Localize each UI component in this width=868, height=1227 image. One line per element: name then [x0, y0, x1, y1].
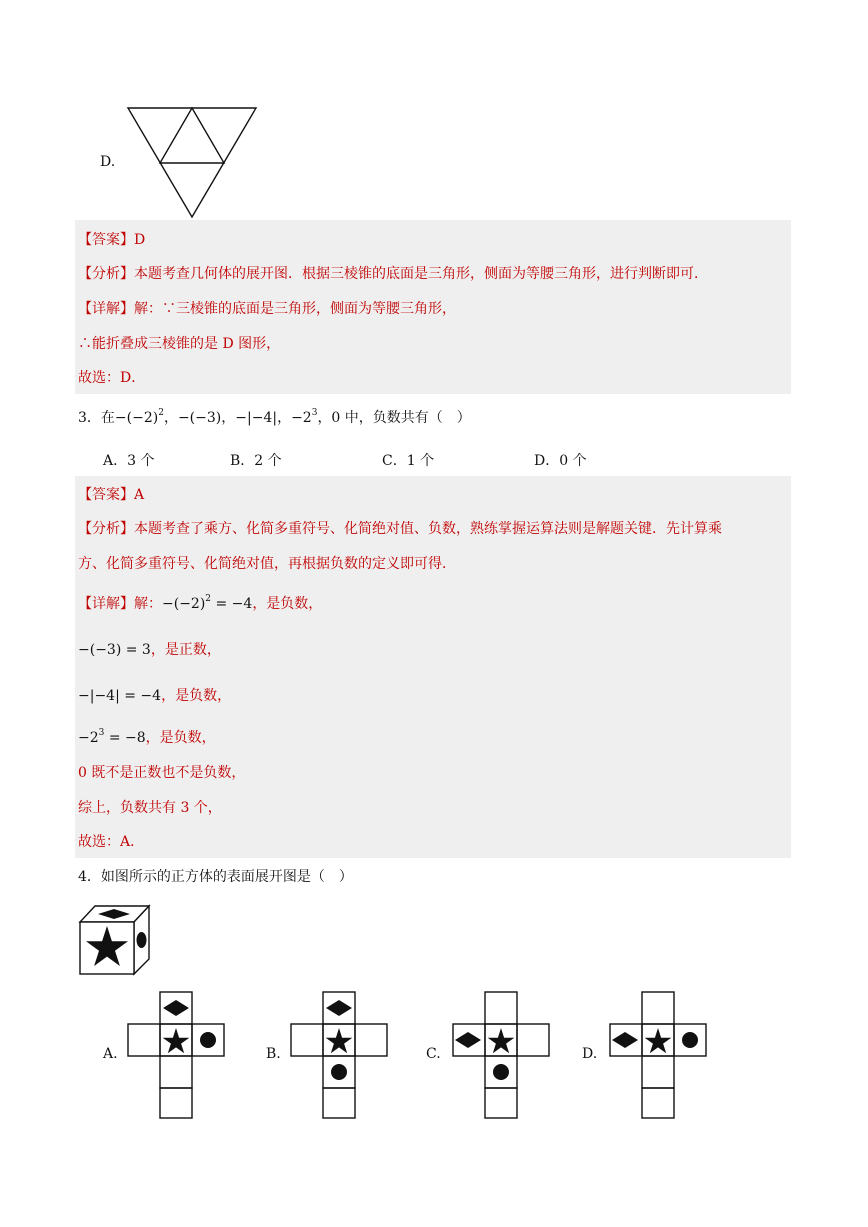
summary-q3: 综上，负数共有 3 个， — [78, 800, 222, 816]
q3-suffix: ，0 中，负数共有（ ） — [317, 410, 471, 426]
step1-note: ，是负数， — [252, 596, 323, 612]
analysis-tag: 【分析】 — [78, 266, 134, 282]
analysis-tag: 【分析】 — [78, 521, 134, 537]
star-icon — [163, 1028, 190, 1053]
analysis-line-q2 — [78, 264, 708, 284]
step4-expr: $-2^3 = -8$ — [78, 728, 146, 746]
q3-sep2: ， — [221, 410, 236, 426]
star-icon — [488, 1028, 515, 1053]
answer-line-q3 — [78, 485, 144, 505]
detail-tag: 【详解】 — [78, 596, 134, 612]
detail-text: 解：∵三棱锥的底面是三角形，侧面为等腰三角形， — [134, 301, 456, 317]
analysis-line1-q3 — [78, 519, 722, 539]
answer-tag: 【答案】 — [78, 487, 134, 503]
detail-step1-q3 — [78, 594, 322, 614]
circle-icon — [331, 1064, 347, 1080]
q3-option-c: C．1 个 — [382, 453, 435, 469]
q3-expr1: $-(-2)^2$ — [114, 408, 164, 426]
question-3 — [78, 408, 471, 428]
detail-line2-q2: ∴能折叠成三棱锥的是 D 图形， — [78, 336, 281, 352]
q3-expr2: −(−3) — [177, 410, 222, 426]
q3-option-a: A．3 个 — [103, 453, 155, 469]
diamond-icon — [455, 1032, 481, 1048]
option-d-label: D. — [100, 154, 116, 170]
detail-step4-q3 — [78, 728, 216, 748]
step2-note: ，是正数， — [150, 642, 221, 658]
q3-sep1: ， — [163, 410, 178, 426]
q4-option-d-label: D. — [582, 1046, 598, 1062]
answer-tag: 【答案】 — [78, 232, 134, 248]
analysis-line2-q3: 方、化简多重符号、化简绝对值，再根据负数的定义即可得． — [78, 556, 456, 572]
q3-option-b: B．2 个 — [230, 453, 282, 469]
analysis-text: 本题考查了乘方、化简多重符号、化简绝对值、负数，熟练掌握运算法则是解题关键．先计算乘 — [134, 521, 722, 537]
detail-tag: 【详解】 — [78, 301, 134, 317]
answer-value: D — [134, 232, 146, 248]
diamond-icon — [612, 1032, 638, 1048]
diamond-icon — [163, 1000, 189, 1016]
step3-expr: −|−4| = −4 — [78, 688, 162, 704]
q4-net-a — [126, 991, 226, 1119]
step3-note: ，是负数， — [161, 688, 232, 704]
conclusion-q2: 故选：D． — [78, 370, 146, 386]
q4-option-c-label: C. — [426, 1046, 441, 1062]
answer-line-q2 — [78, 230, 145, 250]
conclusion-q3: 故选：A． — [78, 834, 145, 850]
step2-expr: −(−3) = 3 — [78, 642, 151, 658]
cube-figure — [78, 904, 152, 976]
detail-step2-q3 — [78, 640, 221, 660]
detail-line-q2 — [78, 299, 456, 319]
star-icon — [326, 1028, 353, 1053]
detail-intro: 解： — [134, 596, 162, 612]
question-4: 4．如图所示的正方体的表面展开图是（ ） — [78, 869, 353, 885]
q4-option-b-label: B. — [266, 1046, 281, 1062]
q3-prefix: 3．在 — [78, 410, 115, 426]
detail-step3-q3 — [78, 686, 231, 706]
cube-side-circle-icon — [137, 932, 147, 948]
q3-expr4: $-2^3$ — [291, 408, 318, 426]
q3-expr3: −|−4| — [235, 410, 278, 426]
star-icon — [645, 1028, 672, 1053]
q4-net-b — [289, 991, 389, 1119]
circle-icon — [200, 1032, 216, 1048]
q3-sep3: ， — [277, 410, 292, 426]
detail-step5-q3: 0 既不是正数也不是负数， — [78, 765, 246, 781]
diamond-icon — [326, 1000, 352, 1016]
q3-option-d: D．0 个 — [534, 453, 587, 469]
step1-expr: $-(-2)^2 = -4$ — [162, 594, 253, 612]
analysis-text: 本题考查几何体的展开图．根据三棱锥的底面是三角形，侧面为等腰三角形，进行判断即可． — [134, 266, 708, 282]
triangular-pyramid-net-figure — [126, 106, 258, 220]
q4-option-a-label: A. — [103, 1046, 118, 1062]
answer-value: A — [134, 487, 145, 503]
q4-net-c — [451, 991, 551, 1119]
circle-icon — [493, 1064, 509, 1080]
q4-net-d — [608, 991, 708, 1119]
circle-icon — [682, 1032, 698, 1048]
step4-note: ，是负数， — [145, 730, 216, 746]
